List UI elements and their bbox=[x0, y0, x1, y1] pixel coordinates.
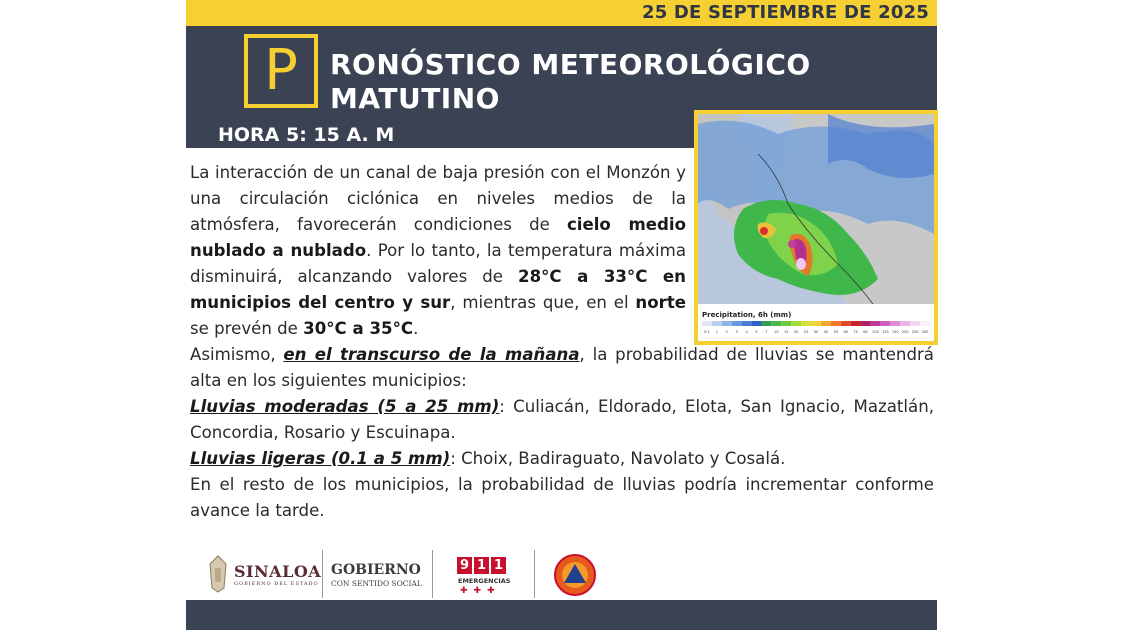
legend-color-swatch bbox=[702, 321, 712, 326]
emergency-symbols-icon: ✚✚✚ bbox=[460, 586, 501, 596]
legend-color-swatch bbox=[821, 321, 831, 326]
legend-tick-label: 250 bbox=[911, 330, 919, 334]
hour-label: HORA 5: 15 A. M bbox=[218, 124, 395, 146]
moderate-rain-text: : Culiacán, Eldorado, Elota, San Ignacio, Mazatlán, Concordia, Rosario y Escuinapa. bbox=[190, 397, 934, 442]
rest-paragraph: En el resto de los municipios, la probabilidad de lluvias podría incrementar conforme avance la tarde. bbox=[190, 475, 934, 520]
legend-color-swatch bbox=[861, 321, 871, 326]
legend-color-swatch bbox=[871, 321, 881, 326]
legend-color-swatch bbox=[732, 321, 742, 326]
legend-tick-label: 60 bbox=[843, 330, 849, 334]
legend-tick-label: 0.1 bbox=[704, 330, 710, 334]
footer-logos bbox=[186, 548, 937, 603]
legend-tick-label: 125 bbox=[881, 330, 889, 334]
intro-text-5: . bbox=[413, 319, 419, 338]
details-text-2: , la probabilidad de lluvias se mantendrá alta en los siguientes municipios: bbox=[190, 345, 934, 390]
intro-bold-temp-center-south: 28°C a 33°C en municipios del centro y sur bbox=[190, 267, 686, 312]
intro-text-2: . Por lo tanto, la temperatura máxima disminuirá, alcanzando valores de bbox=[190, 241, 686, 286]
legend-color-swatch bbox=[722, 321, 732, 326]
intro-bold-north: norte bbox=[635, 293, 687, 312]
legend-tick-label: 40 bbox=[823, 330, 829, 334]
footer-divider-1 bbox=[322, 550, 323, 598]
legend-tick-label: 70 bbox=[853, 330, 858, 334]
legend-color-swatch bbox=[811, 321, 821, 326]
intro-text-3: , mientras que, en el bbox=[450, 293, 636, 312]
precipitation-map-image bbox=[698, 114, 934, 341]
gobierno-logo-subtitle: CON SENTIDO SOCIAL bbox=[331, 579, 422, 588]
page-title bbox=[330, 48, 811, 116]
legend-color-swatch bbox=[920, 321, 930, 326]
legend-tick-label: 15 bbox=[783, 330, 789, 334]
sinaloa-logo-text: SINALOA bbox=[234, 562, 322, 581]
legend-tick-label: 50 bbox=[833, 330, 839, 334]
legend-color-swatch bbox=[841, 321, 851, 326]
morning-emphasis: en el transcurso de la mañana bbox=[283, 345, 580, 364]
legend-color-swatch bbox=[910, 321, 920, 326]
legend-tick-label: 7 bbox=[765, 330, 768, 334]
legend-tick-label: 3 bbox=[735, 330, 738, 334]
p-logo-icon: P bbox=[244, 34, 318, 108]
emergencias-label: EMERGENCIAS bbox=[458, 577, 511, 585]
legend-tick-label: 80 bbox=[863, 330, 868, 334]
legend-tick-label: 5 bbox=[755, 330, 758, 334]
digit-9: 9 bbox=[457, 557, 472, 574]
legend-tick-label: 1 bbox=[715, 330, 719, 334]
intro-paragraph bbox=[190, 160, 686, 342]
title-line-1: RONÓSTICO METEOROLÓGICO bbox=[330, 48, 811, 81]
legend-color-swatch bbox=[742, 321, 752, 326]
bottom-bar bbox=[186, 600, 937, 630]
legend-color-swatch bbox=[801, 321, 811, 326]
date-label: 25 DE SEPTIEMBRE DE 2025 bbox=[642, 2, 929, 23]
legend-color-swatch bbox=[781, 321, 791, 326]
legend-tick-label: 10 bbox=[774, 330, 779, 334]
legend-color-swatch bbox=[890, 321, 900, 326]
legend-tick-label: 25 bbox=[803, 330, 809, 334]
moderate-rain-paragraph bbox=[190, 394, 934, 446]
intro-text-4: se prevén de bbox=[190, 319, 304, 338]
legend-tick-label: 200 bbox=[901, 330, 909, 334]
legend-tick-label: 150 bbox=[891, 330, 899, 334]
legend-color-swatch bbox=[851, 321, 861, 326]
legend-tick-label: 100 bbox=[872, 330, 879, 334]
date-bar bbox=[186, 0, 937, 26]
light-rain-paragraph bbox=[190, 446, 934, 472]
legend-tick-label: 2 bbox=[725, 330, 728, 334]
forecast-card bbox=[186, 0, 937, 630]
legend-tick-label: 30 bbox=[813, 330, 819, 334]
legend-color-swatch bbox=[771, 321, 781, 326]
sinaloa-crest-icon bbox=[206, 554, 230, 594]
legend-color-swatch bbox=[791, 321, 801, 326]
legend-color-swatch bbox=[831, 321, 841, 326]
legend-color-swatch bbox=[880, 321, 890, 326]
legend-tick-label: 300 bbox=[921, 330, 929, 334]
footer-divider-3 bbox=[534, 550, 535, 598]
legend-tick-label: 20 bbox=[793, 330, 799, 334]
title-line-2: MATUTINO bbox=[330, 82, 500, 115]
emergency-911-logo bbox=[457, 557, 506, 574]
details-text-1: Asimismo, bbox=[190, 345, 284, 364]
sinaloa-logo-subtitle: GOBIERNO DEL ESTADO bbox=[234, 581, 319, 587]
legend-color-swatch bbox=[900, 321, 910, 326]
precipitation-map-icon bbox=[698, 114, 934, 341]
civil-protection-icon bbox=[553, 553, 597, 597]
footer-divider-2 bbox=[432, 550, 433, 598]
gobierno-logo-text: GOBIERNO bbox=[331, 562, 421, 578]
details-section bbox=[190, 342, 934, 524]
legend-color-swatch bbox=[752, 321, 762, 326]
light-rain-label: Lluvias ligeras (0.1 a 5 mm) bbox=[190, 449, 451, 468]
legend-tick-label: 4 bbox=[745, 330, 748, 334]
intro-text-1: La interacción de un canal de baja presión con el Monzón y una circulación ciclónica en niveles medios de la atmósfera, favorecerán condiciones de bbox=[190, 163, 686, 234]
moderate-rain-label: Lluvias moderadas (5 a 25 mm) bbox=[190, 397, 500, 416]
legend-color-swatch bbox=[712, 321, 722, 326]
rain-probability-paragraph bbox=[190, 342, 934, 394]
legend-color-swatch bbox=[761, 321, 771, 326]
digit-1a: 1 bbox=[474, 557, 489, 574]
precipitation-map-frame bbox=[694, 110, 938, 345]
intro-bold-sky: cielo medio nublado a nublado bbox=[190, 215, 686, 260]
light-rain-text: : Choix, Badiraguato, Navolato y Cosalá. bbox=[450, 449, 786, 468]
digit-1b: 1 bbox=[491, 557, 506, 574]
map-legend-title: Precipitation, 6h (mm) bbox=[702, 311, 792, 319]
intro-bold-temp-north: 30°C a 35°C bbox=[303, 319, 414, 338]
